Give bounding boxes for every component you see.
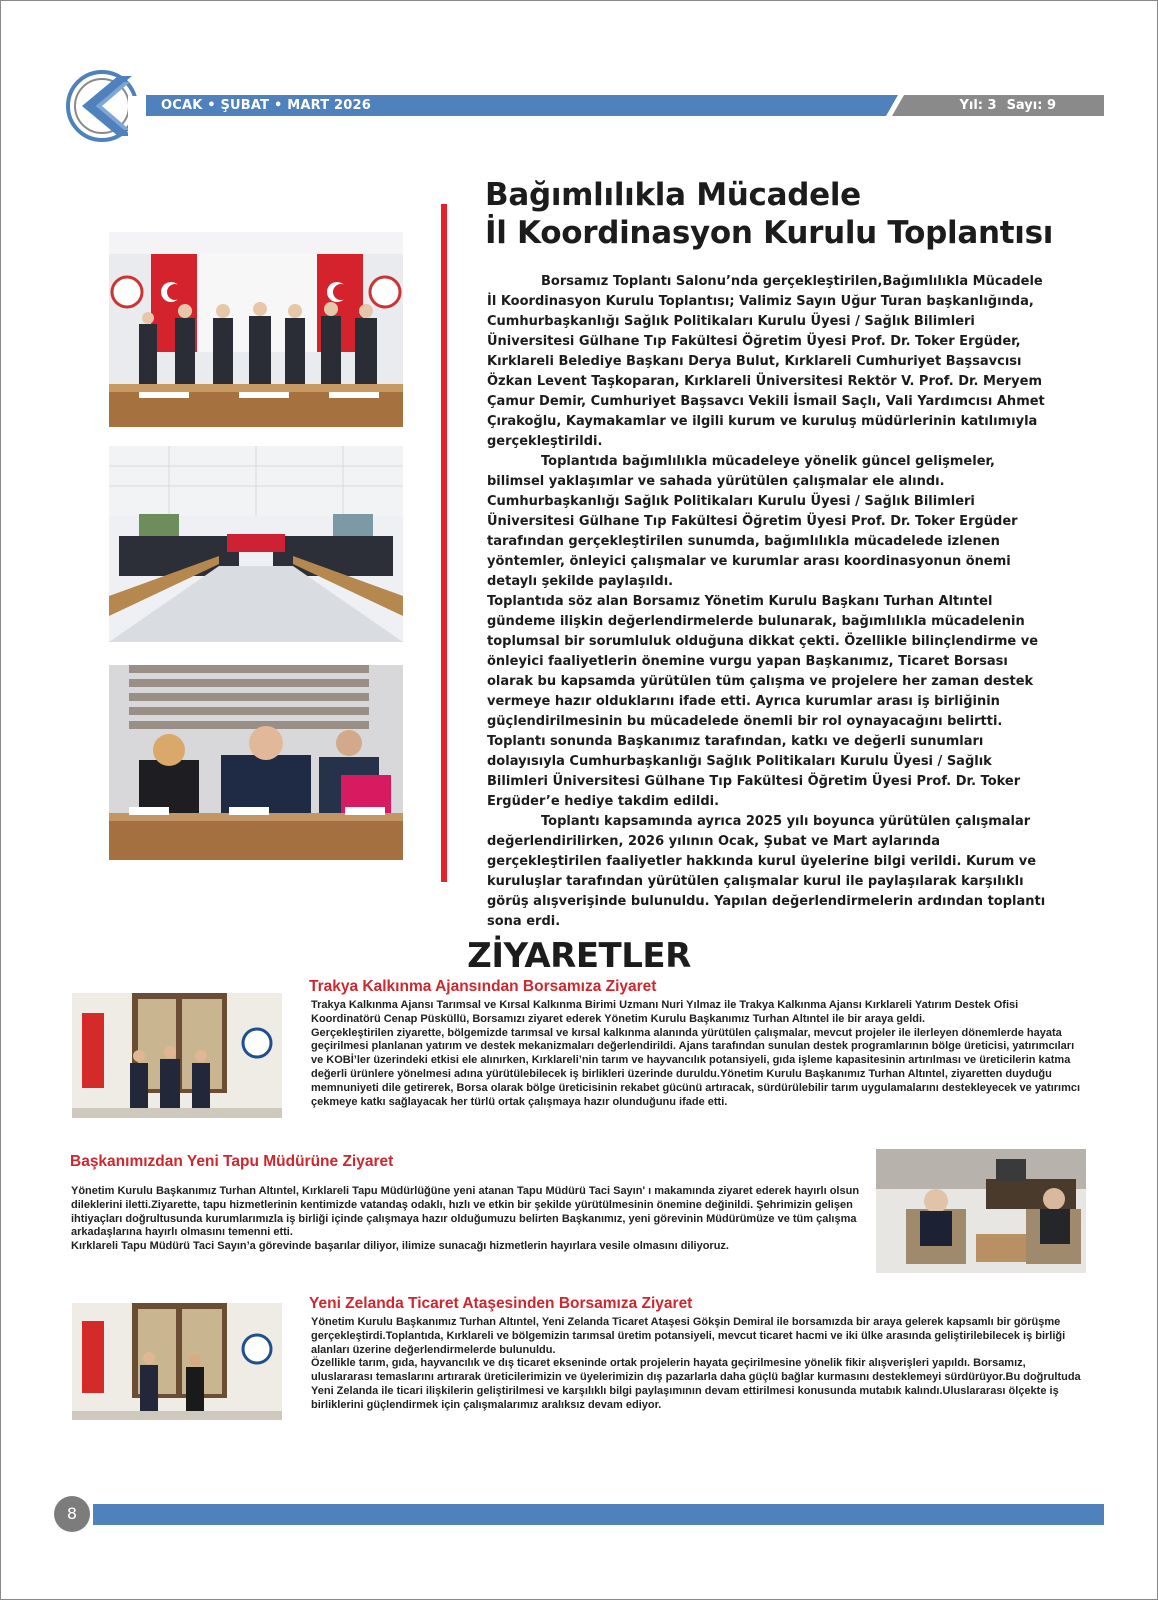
visit-photo-land-registry [876,1149,1086,1273]
visit-title: Yeni Zelanda Ticaret Ataşesinden Borsamıza Ziyaret [309,1295,693,1312]
visits-section-title: ZİYARETLER [467,936,691,976]
chamber-logo [66,68,142,144]
visit-photo-new-zealand-attache [72,1303,282,1420]
page-number: 8 [54,1496,90,1532]
article-paragraph: Toplantı sonunda Başkanımız tarafından, katkı ve değerli sunumları dolayısıyla Cumhurbaşkanlığı Sağlık Politikaları Kurulu Üyesi / Sağlık Bilimleri Üniversitesi Gülhane Tıp Fakültesi Öğretim Üyesi Prof. Dr. Toker Ergüder’e hediye takdim edildi. [487,734,1021,809]
visit-body [311,1316,1086,1413]
visit-paragraph: Kırklareli Tapu Müdürü Taci Sayın’a görevinde başarılar diliyor, ilimize sunacağı hizmetlerin hayırlara vesile olmasını diliyoruz. [71,1240,729,1253]
visit-body [71,1185,861,1254]
article-title-line1: Bağımlılıkla Mücadele [485,177,861,213]
article-title-line2: İl Koordinasyon Kurulu Toplantısı [485,215,1054,251]
article-paragraph: Toplantı kapsamında ayrıca 2025 yılı boyunca yürütülen çalışmalar değerlendirilirken, 2026 yılının Ocak, Şubat ve Mart aylarında gerçekleştirilen faaliyetler hakkında kurul üyelerine bilgi verildi. Kurum ve kuruluşlar tarafından yürütülen çalışmalar kurul ile paylaşılarak karşılıklı görüş alışverişinde bulunuldu. Yapılan değerlendirmelerin ardından toplantı sona erdi. [487,814,1046,929]
issue-date-range: OCAK • ŞUBAT • MART 2026 [161,98,371,113]
visit-paragraph: Yönetim Kurulu Başkanımız Turhan Altıntel, Kırklareli Tapu Müdürlüğüne yeni atanan Tapu Müdürü Taci Sayın' ı makamında ziyaret ederek hayırlı olsun dileklerini iletti.Ziyarette, tapu hizmetlerinin kentimizde vatandaş odaklı, hızlı ve etkin bir şekilde yürütülmesinin önemine değinildi. Şehrimizin gelişen ihtiyaçları doğrultusunda kurumlarımızla iş birliği içinde çalışmaya hazır olduğumuzu belirten Başkanımız, yeni görevinin Müdürümüze ve tüm çalışma arkadaşlarına hayırlı olmasını temenni etti. [71,1185,860,1239]
speakers-panel-photo [109,665,403,860]
visit-title: Trakya Kalkınma Ajansından Borsamıza Ziyaret [309,978,657,995]
visit-paragraph: Özellikle tarım, gıda, hayvancılık ve dış ticaret ekseninde ortak projelerin hayata geçirilmesine yönelik fikir alışverişleri yapıldı. Borsamız, uluslararası temaslarını artırarak üreticilerimizin ve üyelerimizin dış pazarlarla daha güçlü bağlar kurmasını desteklemeyi sürdürüyor.Bu doğrultuda Yeni Zelanda ile ticari ilişkilerin geliştirilmesi ve karşılıklı bilgi paylaşımının devam ettirilmesi konusunda mutabık kalındı.Uluslararası ölçekte iş birliklerini güçlendirmek için çalışmalarımız aralıksız devam ediyor. [311,1357,1081,1411]
article-title [485,176,1085,252]
visit-paragraph: Gerçekleştirilen ziyarette, bölgemizde tarımsal ve kırsal kalkınma alanında yürütülen çalışmalar, mevcut projeler ile ilerleyen dönemlerde hayata geçirilmesi planlanan yatırım ve destek mekanizmaları değerlendirildi. Ajans tarafından sunulan destek programlarının bölge üreticisi, yatırımcıları ve KOBİ’ler üzerindeki etkisi ele alınırken, Kırklareli’nin tarım ve hayvancılık potansiyeli, gıda işleme kapasitesinin artırılması ve üreticilerin katma değerli ürünlere yönelmesi adına yürütülebilecek iş birlikleri üzerinde duruldu.Yönetim Kurulu Başkanımız Turhan Altıntel, ziyaretten duyduğu memnuniyeti dile getirerek, Borsa olarak bölge üreticisinin rekabet gücünü artıracak, sürdürülebilir tarım uygulamalarını destekleyecek ve yatırımcı çekmeye katkı sağlayacak her türlü ortak çalışmaya hazır olunduğunu ifade etti. [311,1026,1081,1108]
issue-count: Sayı: 9 [1006,98,1056,113]
visit-title: Başkanımızdan Yeni Tapu Müdürüne Ziyaret [70,1153,394,1170]
article-paragraph: Toplantıda bağımlılıkla mücadeleye yönelik güncel gelişmeler, bilimsel yaklaşımlar ve sahada yürütülen çalışmalar ele alındı. Cumhurbaşkanlığı Sağlık Politikaları Kurulu Üyesi / Sağlık Bilimleri Üniversitesi Gülhane Tıp Fakültesi Öğretim Üyesi Prof. Dr. Toker Ergüder tarafından gerçekleştirilen sunumda, bağımlılıkla mücadelede izlenen yöntemler, önleyici çalışmalar ve kurumlar arası koordinasyonun önemi detaylı şekilde paylaşıldı. [487,454,1018,589]
article-paragraph: Toplantıda söz alan Borsamız Yönetim Kurulu Başkanı Turhan Altıntel gündeme ilişkin değerlendirmelerde bulunarak, bağımlılıkla mücadelenin toplumsal bir sorumluluk olduğuna dikkat çekti. Özellikle bilinçlendirme ve önleyici faaliyetlerin önemine vurgu yapan Başkanımız, Ticaret Borsası olarak bu kapsamda yürütülen tüm çalışma ve projelere her zaman destek vermeye hazır olduklarını ifade etti. Ayrıca kurumlar arası iş birliğinin güçlendirilmesinin bu mücadelede önemli bir rol oynayacağını belirtti. [487,594,1039,729]
article-red-rule [441,204,447,882]
visit-paragraph: Yönetim Kurulu Başkanımız Turhan Altıntel, Yeni Zelanda Ticaret Ataşesi Gökşin Demiral ile borsamızda bir araya gelerek kapsamlı bir görüşme gerçekleştirdi.Toplantıda, Kırklareli ve bölgemizin tarımsal üretim potansiyeli, mevcut ticaret hacmi ve iki ülke arasında geliştirilebilecek iş birliği alanları üzerine değerlendirmelerde bulunuldu. [311,1316,1066,1356]
article-paragraph: Borsamız Toplantı Salonu’nda gerçekleştirilen,Bağımlılıkla Mücadele İl Koordinasyon Kurulu Toplantısı; Valimiz Sayın Uğur Turan başkanlığında, Cumhurbaşkanlığı Sağlık Politikaları Kurulu Üyesi / Sağlık Bilimleri Üniversitesi Gülhane Tıp Fakültesi Öğretim Üyesi Prof. Dr. Toker Ergüder, Kırklareli Belediye Başkanı Derya Bulut, Kırklareli Cumhuriyet Başsavcısı Özkan Levent Taşkoparan, Kırklareli Üniversitesi Rektör V. Prof. Dr. Meryem Çamur Demir, Cumhuriyet Başsavcı Vekili İsmail Saçlı, Vali Yardımcısı Ahmet Çırakoğlu, Kaymakamlar ve ilgili kurum ve kuruluş müdürlerinin katılımıyla gerçekleştirildi. [487,274,1045,449]
issue-year: Yıl: 3 [959,98,997,113]
footer-bar [93,1504,1104,1525]
article-body [487,272,1047,932]
ceremony-photo [109,232,403,427]
visit-photo-development-agency [72,993,282,1118]
visit-paragraph: Trakya Kalkınma Ajansı Tarımsal ve Kırsal Kalkınma Birimi Uzmanı Nuri Yılmaz ile Trakya Kalkınma Ajansı Kırklareli Yatırım Destek Ofisi Koordinatörü Cenap Püsküllü, Borsamızı ziyaret ederek Yönetim Kurulu Başkanımız Turhan Altıntel ile bir araya geldi. [311,999,1019,1025]
issue-number [959,96,1056,115]
meeting-hall-photo [109,446,403,642]
visit-body [311,999,1086,1109]
